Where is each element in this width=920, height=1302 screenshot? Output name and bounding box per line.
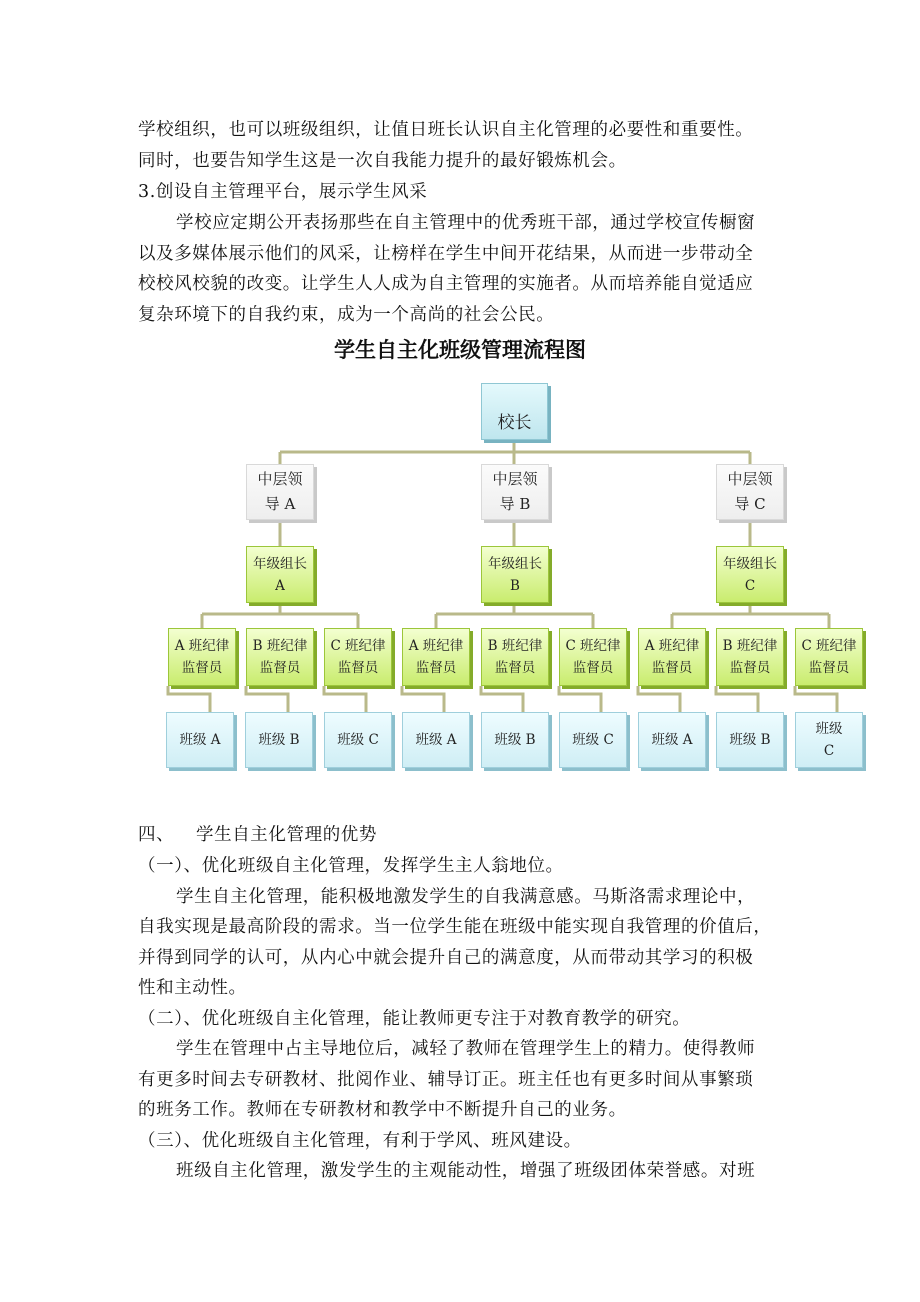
paragraph-line: 同时，也要告知学生这是一次自我能力提升的最好锻炼机会。 [138, 151, 627, 171]
paragraph-line: 校校风校貌的改变。让学生人人成为自主管理的实施者。从而培养能自觉适应 [138, 274, 754, 294]
grade-leader-box: 年级组长 C [716, 546, 784, 603]
supervisor-box: C 班纪律 监督员 [324, 628, 392, 686]
paragraph-line: 自我实现是最高阶段的需求。当一位学生能在班级中能实现自我管理的价值后， [138, 917, 772, 937]
class-box: 班级 A [638, 712, 706, 768]
subsection-title: （二）、优化班级自主化管理，能让教师更专注于对教育教学的研究。 [138, 1009, 691, 1029]
flowchart-title: 学生自主化班级管理流程图 [334, 338, 586, 362]
class-box: 班级 A [166, 712, 234, 768]
grade-leader-box: 年级组长 B [481, 546, 549, 603]
class-box: 班级 C [559, 712, 627, 768]
paragraph-line: 学生在管理中占主导地位后，减轻了教师在管理学生上的精力。使得教师 [176, 1039, 756, 1059]
subsection-title: （一）、优化班级自主化管理，发挥学生主人翁地位。 [138, 856, 564, 876]
paragraph-line: 性和主动性。 [138, 978, 247, 998]
class-box: 班级 B [481, 712, 549, 768]
paragraph-line: 有更多时间去专研教材、批阅作业、辅导订正。班主任也有更多时间从事繁琐 [138, 1070, 754, 1090]
paragraph-line: 学校组织，也可以班级组织，让值日班长认识自主化管理的必要性和重要性。 [138, 120, 754, 140]
supervisor-box: B 班纪律 监督员 [481, 628, 549, 686]
class-box: 班级 C [795, 712, 863, 768]
class-box: 班级 C [324, 712, 392, 768]
paragraph-line: 学生自主化管理，能积极地激发学生的自我满意感。马斯洛需求理论中， [176, 887, 756, 907]
section-heading: 学生自主化管理的优势 [196, 825, 377, 845]
supervisor-box: C 班纪律 监督员 [559, 628, 627, 686]
paragraph-line: 班级自主化管理，激发学生的主观能动性，增强了班级团体荣誉感。对班 [176, 1161, 756, 1181]
class-box: 班级 B [245, 712, 313, 768]
supervisor-box: C 班纪律 监督员 [795, 628, 863, 686]
middle-leader-box: 中层领 导 C [716, 464, 784, 520]
supervisor-box: A 班纪律 监督员 [402, 628, 470, 686]
supervisor-box: B 班纪律 监督员 [716, 628, 784, 686]
supervisor-box: A 班纪律 监督员 [638, 628, 706, 686]
supervisor-box: A 班纪律 监督员 [168, 628, 236, 686]
subheading: 3.创设自主管理平台，展示学生风采 [138, 182, 428, 202]
paragraph-line: 以及多媒体展示他们的风采，让榜样在学生中间开花结果，从而进一步带动全 [138, 244, 754, 264]
section-heading-number: 四、 [138, 825, 175, 845]
middle-leader-box: 中层领 导 A [246, 464, 314, 520]
paragraph-line: 并得到同学的认可，从内心中就会提升自己的满意度，从而带动其学习的积极 [138, 948, 754, 968]
principal-box: 校长 [481, 383, 548, 440]
class-box: 班级 B [716, 712, 784, 768]
paragraph-line: 的班务工作。教师在专研教材和教学中不断提升自己的业务。 [138, 1100, 627, 1120]
subsection-title: （三）、优化班级自主化管理，有利于学风、班风建设。 [138, 1131, 582, 1151]
middle-leader-box: 中层领 导 B [481, 464, 549, 520]
supervisor-box: B 班纪律 监督员 [246, 628, 314, 686]
grade-leader-box: 年级组长 A [246, 546, 314, 603]
paragraph-line: 学校应定期公开表扬那些在自主管理中的优秀班干部，通过学校宣传橱窗 [176, 213, 756, 233]
paragraph-line: 复杂环境下的自我约束，成为一个高尚的社会公民。 [138, 305, 555, 325]
class-box: 班级 A [402, 712, 470, 768]
